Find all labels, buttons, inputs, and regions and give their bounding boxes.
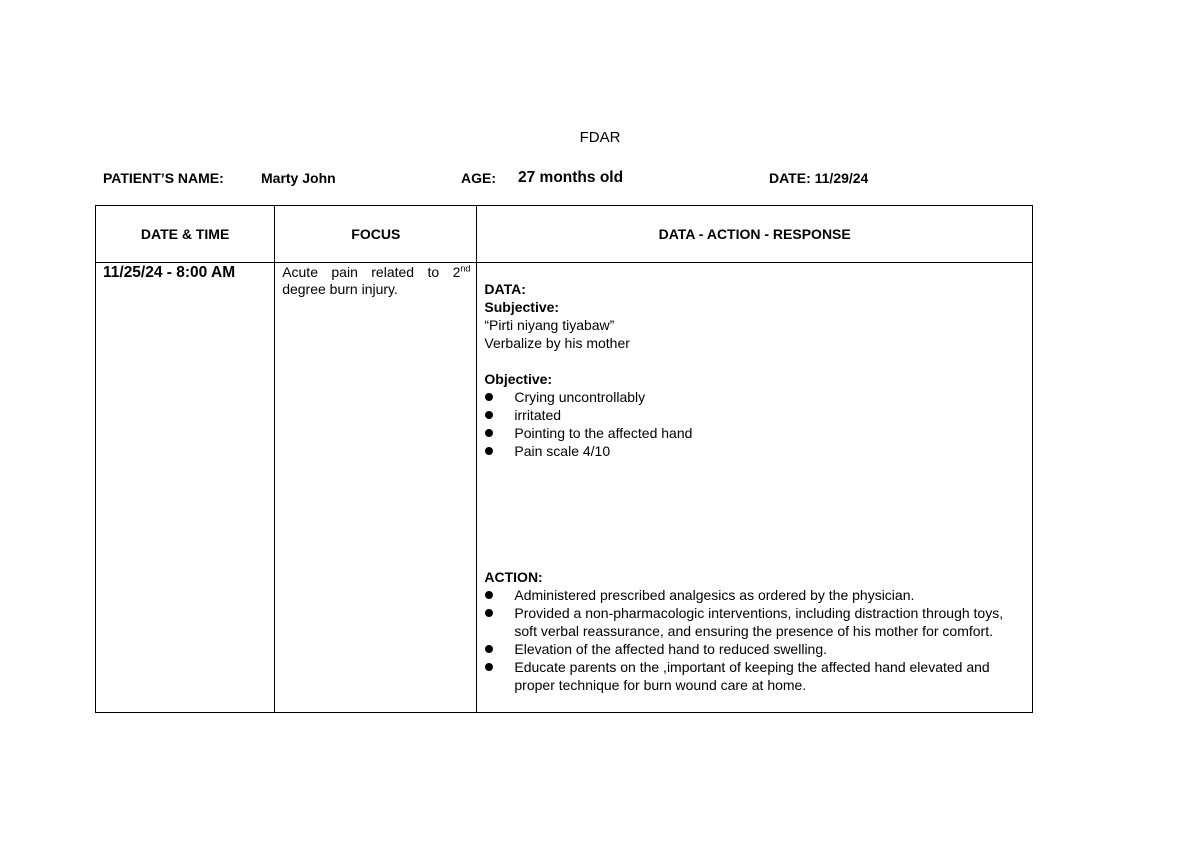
age-label: AGE: — [461, 170, 496, 186]
header-dar: DATA - ACTION - RESPONSE — [477, 206, 1033, 263]
focus-text — [282, 264, 470, 298]
list-item: Provided a non-pharmacologic interventions, including distraction through toys, soft verbal reassurance, and ensuring the presence of his mother for comfort. — [484, 604, 1025, 640]
subjective-source: Verbalize by his mother — [484, 335, 630, 351]
fdar-table — [95, 205, 1033, 713]
data-heading: DATA: — [484, 281, 526, 297]
table-header-row — [96, 206, 1033, 263]
action-list — [484, 586, 1025, 694]
action-heading: ACTION: — [484, 569, 543, 585]
bullet-icon — [484, 388, 514, 406]
patient-name-label: PATIENT’S NAME: — [103, 170, 224, 186]
list-item: Elevation of the affected hand to reduced swelling. — [484, 640, 1025, 658]
header-focus: FOCUS — [275, 206, 477, 263]
list-item: Pointing to the affected hand — [484, 424, 1025, 442]
list-item: Crying uncontrollably — [484, 388, 1025, 406]
age-value: 27 months old — [518, 169, 624, 186]
patient-name-value: Marty John — [261, 170, 336, 186]
document-title: FDAR — [579, 129, 621, 146]
date-label: DATE: 11/29/24 — [769, 170, 869, 186]
dar-cell — [477, 263, 1033, 713]
header-date-time: DATE & TIME — [96, 206, 275, 263]
list-item: Educate parents on the ,important of keeping the affected hand elevated and proper technique for burn wound care at home. — [484, 658, 1025, 694]
bullet-icon — [484, 586, 514, 604]
subjective-quote: “Pirti niyang tiyabaw” — [484, 317, 615, 333]
bullet-icon — [484, 442, 514, 460]
bullet-icon — [484, 640, 514, 658]
table-row — [96, 263, 1033, 713]
list-item: Administered prescribed analgesics as ordered by the physician. — [484, 586, 1025, 604]
objective-list — [484, 388, 1025, 460]
focus-text-pre: Acute pain related to 2 — [282, 264, 461, 280]
objective-heading: Objective: — [484, 371, 553, 387]
list-item: irritated — [484, 406, 1025, 424]
datetime-cell: 11/25/24 - 8:00 AM — [96, 263, 275, 713]
focus-text-post: degree burn injury. — [282, 281, 398, 297]
subjective-heading: Subjective: — [484, 299, 560, 315]
bullet-icon — [484, 604, 514, 622]
bullet-icon — [484, 658, 514, 676]
list-item: Pain scale 4/10 — [484, 442, 1025, 460]
bullet-icon — [484, 406, 514, 424]
bullet-icon — [484, 424, 514, 442]
focus-cell — [275, 263, 477, 713]
focus-superscript: nd — [460, 263, 471, 274]
